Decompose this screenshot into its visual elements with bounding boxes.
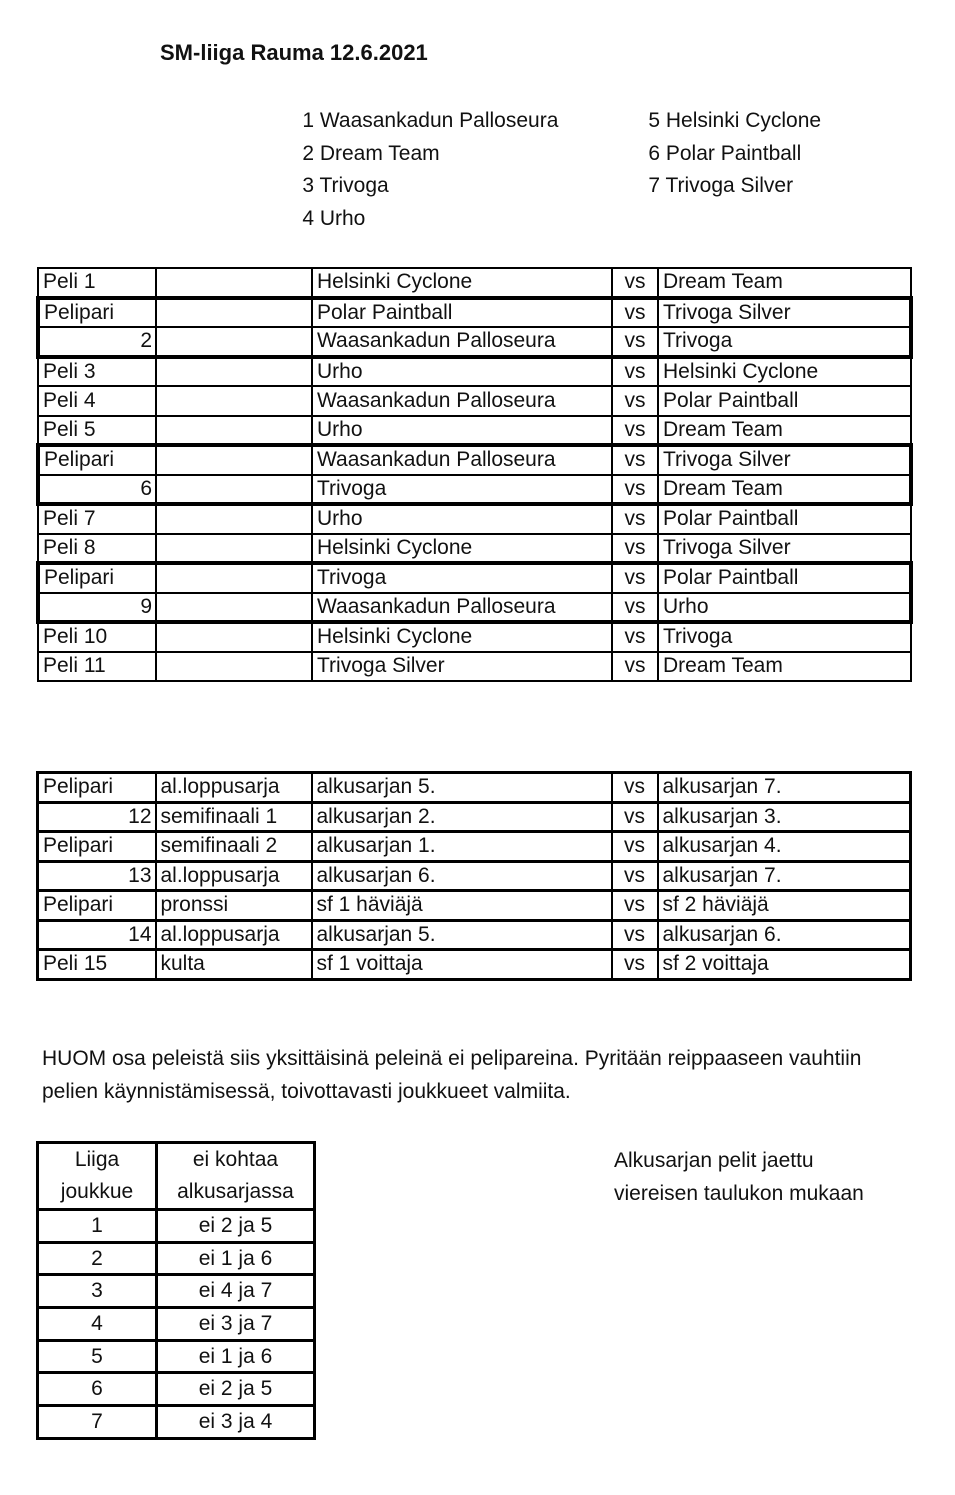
league-team-cell: 4 <box>38 1308 157 1341</box>
stage-cell <box>156 622 312 652</box>
game-cell: Pelipari <box>38 445 156 475</box>
stage-cell: kulta <box>156 950 312 980</box>
not-against-cell: ei 3 ja 7 <box>157 1308 315 1341</box>
vs-cell: vs <box>612 950 658 980</box>
stage-cell: al.loppusarja <box>156 920 312 950</box>
schedule-row <box>38 534 911 564</box>
game-cell: 12 <box>38 802 156 832</box>
vs-cell: vs <box>612 832 658 862</box>
stage-cell <box>156 298 312 328</box>
team-number: 3 <box>302 174 314 198</box>
vs-cell: vs <box>612 891 658 921</box>
stage-cell: al.loppusarja <box>156 773 312 803</box>
schedule-row <box>38 445 911 475</box>
home-team-cell: Trivoga <box>312 475 612 505</box>
stage-cell <box>156 445 312 475</box>
team-list-right <box>638 105 821 203</box>
team-list-item <box>292 170 558 203</box>
vs-cell: vs <box>612 416 658 446</box>
team-list-left <box>292 105 558 236</box>
away-team-cell: alkusarjan 6. <box>658 920 911 950</box>
home-team-cell: Helsinki Cyclone <box>312 268 612 298</box>
schedule-row <box>38 475 911 505</box>
stage-cell <box>156 563 312 593</box>
vs-cell: vs <box>612 386 658 416</box>
game-cell: 9 <box>38 593 156 623</box>
away-team-cell: alkusarjan 7. <box>658 861 911 891</box>
team-name: Trivoga Silver <box>665 174 794 198</box>
schedule-row <box>38 504 911 534</box>
team-number: 4 <box>302 207 314 231</box>
schedule-row <box>38 416 911 446</box>
league-row <box>38 1242 315 1275</box>
home-team-cell: Waasankadun Palloseura <box>312 445 612 475</box>
team-number: 1 <box>302 109 314 132</box>
schedule-row <box>38 773 911 803</box>
team-list-item <box>292 138 558 171</box>
game-cell: Pelipari <box>38 773 156 803</box>
schedule-row <box>38 802 911 832</box>
away-team-cell: Trivoga Silver <box>658 534 911 564</box>
league-team-cell: 1 <box>38 1210 157 1243</box>
team-name: Trivoga <box>319 174 389 198</box>
vs-cell: vs <box>612 622 658 652</box>
preliminary-schedule-table <box>36 267 913 682</box>
team-list-item <box>638 105 821 138</box>
league-row <box>38 1373 315 1406</box>
schedule-row <box>38 386 911 416</box>
game-cell: Peli 5 <box>38 416 156 446</box>
schedule-row <box>38 861 911 891</box>
game-cell: 2 <box>38 327 156 357</box>
away-team-cell: sf 2 häviäjä <box>658 891 911 921</box>
game-cell: Pelipari <box>38 832 156 862</box>
league-team-table <box>36 1141 316 1440</box>
home-team-cell: Waasankadun Palloseura <box>312 386 612 416</box>
league-team-cell: 6 <box>38 1373 157 1406</box>
home-team-cell: Trivoga <box>312 563 612 593</box>
schedule-row <box>38 357 911 387</box>
note-text: HUOM osa peleistä siis yksittäisinä peleinä ei pelipareina. Pyritään reippaaseen vauhtiin pelien käynnistämisessä, toivottavasti joukkueet valmiita. <box>42 1047 862 1103</box>
league-row <box>38 1308 315 1341</box>
team-list-item <box>292 203 558 236</box>
home-team-cell: sf 1 voittaja <box>312 950 612 980</box>
vs-cell: vs <box>612 563 658 593</box>
schedule-row <box>38 563 911 593</box>
game-cell: Peli 3 <box>38 357 156 387</box>
home-team-cell: Waasankadun Palloseura <box>312 327 612 357</box>
team-list-item <box>292 105 558 138</box>
vs-cell: vs <box>612 861 658 891</box>
header-league-team: Liiga joukkue <box>38 1143 157 1210</box>
home-team-cell: Helsinki Cyclone <box>312 534 612 564</box>
home-team-cell: alkusarjan 5. <box>312 773 612 803</box>
away-team-cell: Polar Paintball <box>658 504 911 534</box>
stage-cell: al.loppusarja <box>156 861 312 891</box>
team-name: Urho <box>319 207 366 231</box>
schedule-row <box>38 298 911 328</box>
league-team-cell: 7 <box>38 1406 157 1439</box>
not-against-cell: ei 2 ja 5 <box>157 1210 315 1243</box>
side-note: Alkusarjan pelit jaettu viereisen taulukon mukaan <box>614 1149 864 1205</box>
vs-cell: vs <box>612 802 658 832</box>
not-against-cell: ei 4 ja 7 <box>157 1275 315 1308</box>
vs-cell: vs <box>612 357 658 387</box>
team-list-item <box>638 138 821 171</box>
away-team-cell: Dream Team <box>658 268 911 298</box>
stage-cell: semifinaali 1 <box>156 802 312 832</box>
game-cell: Peli 8 <box>38 534 156 564</box>
game-cell: Peli 15 <box>38 950 156 980</box>
vs-cell: vs <box>612 534 658 564</box>
away-team-cell: Trivoga <box>658 622 911 652</box>
vs-cell: vs <box>612 652 658 682</box>
team-name: Polar Paintball <box>665 141 802 165</box>
home-team-cell: alkusarjan 1. <box>312 832 612 862</box>
schedule-row <box>38 268 911 298</box>
stage-cell: semifinaali 2 <box>156 832 312 862</box>
away-team-cell: Dream Team <box>658 475 911 505</box>
schedule-row <box>38 950 911 980</box>
page-title: SM-liiga Rauma 12.6.2021 <box>160 40 428 65</box>
away-team-cell: Dream Team <box>658 416 911 446</box>
stage-cell <box>156 475 312 505</box>
home-team-cell: sf 1 häviäjä <box>312 891 612 921</box>
league-row <box>38 1406 315 1439</box>
game-cell: Pelipari <box>38 298 156 328</box>
away-team-cell: sf 2 voittaja <box>658 950 911 980</box>
league-team-cell: 5 <box>38 1340 157 1373</box>
team-number: 2 <box>302 141 314 165</box>
vs-cell: vs <box>612 445 658 475</box>
game-cell: Peli 1 <box>38 268 156 298</box>
home-team-cell: Waasankadun Palloseura <box>312 593 612 623</box>
vs-cell: vs <box>612 593 658 623</box>
vs-cell: vs <box>612 773 658 803</box>
game-cell: Pelipari <box>38 563 156 593</box>
stage-cell <box>156 504 312 534</box>
league-team-cell: 2 <box>38 1242 157 1275</box>
home-team-cell: Urho <box>312 504 612 534</box>
stage-cell <box>156 327 312 357</box>
vs-cell: vs <box>612 920 658 950</box>
schedule-row <box>38 891 911 921</box>
game-cell: 13 <box>38 861 156 891</box>
schedule-row <box>38 920 911 950</box>
not-against-cell: ei 1 ja 6 <box>157 1242 315 1275</box>
home-team-cell: alkusarjan 5. <box>312 920 612 950</box>
game-cell: Peli 11 <box>38 652 156 682</box>
league-row <box>38 1275 315 1308</box>
vs-cell: vs <box>612 475 658 505</box>
team-name: Waasankadun Palloseura <box>319 109 559 132</box>
away-team-cell: Dream Team <box>658 652 911 682</box>
stage-cell <box>156 416 312 446</box>
stage-cell <box>156 357 312 387</box>
schedule-row <box>38 622 911 652</box>
not-against-cell: ei 1 ja 6 <box>157 1340 315 1373</box>
league-team-cell: 3 <box>38 1275 157 1308</box>
not-against-cell: ei 2 ja 5 <box>157 1373 315 1406</box>
away-team-cell: alkusarjan 4. <box>658 832 911 862</box>
team-name: Helsinki Cyclone <box>665 109 822 132</box>
home-team-cell: alkusarjan 2. <box>312 802 612 832</box>
schedule-row <box>38 652 911 682</box>
stage-cell <box>156 652 312 682</box>
away-team-cell: alkusarjan 7. <box>658 773 911 803</box>
league-row <box>38 1340 315 1373</box>
stage-cell <box>156 534 312 564</box>
game-cell: Peli 10 <box>38 622 156 652</box>
vs-cell: vs <box>612 504 658 534</box>
away-team-cell: Urho <box>658 593 911 623</box>
schedule-row <box>38 593 911 623</box>
home-team-cell: Urho <box>312 416 612 446</box>
stage-cell: pronssi <box>156 891 312 921</box>
team-number: 5 <box>648 109 660 132</box>
schedule-row <box>38 327 911 357</box>
home-team-cell: Helsinki Cyclone <box>312 622 612 652</box>
home-team-cell: Polar Paintball <box>312 298 612 328</box>
away-team-cell: alkusarjan 3. <box>658 802 911 832</box>
home-team-cell: Trivoga Silver <box>312 652 612 682</box>
away-team-cell: Helsinki Cyclone <box>658 357 911 387</box>
away-team-cell: Trivoga Silver <box>658 445 911 475</box>
home-team-cell: alkusarjan 6. <box>312 861 612 891</box>
game-cell: 14 <box>38 920 156 950</box>
away-team-cell: Trivoga Silver <box>658 298 911 328</box>
stage-cell <box>156 268 312 298</box>
vs-cell: vs <box>612 327 658 357</box>
playoff-schedule-table <box>36 771 912 981</box>
schedule-row <box>38 832 911 862</box>
league-row <box>38 1210 315 1243</box>
team-list-item <box>638 170 821 203</box>
stage-cell <box>156 593 312 623</box>
game-cell: Peli 7 <box>38 504 156 534</box>
home-team-cell: Urho <box>312 357 612 387</box>
game-cell: 6 <box>38 475 156 505</box>
team-number: 7 <box>648 174 660 198</box>
away-team-cell: Trivoga <box>658 327 911 357</box>
away-team-cell: Polar Paintball <box>658 563 911 593</box>
vs-cell: vs <box>612 268 658 298</box>
away-team-cell: Polar Paintball <box>658 386 911 416</box>
not-against-cell: ei 3 ja 4 <box>157 1406 315 1439</box>
game-cell: Pelipari <box>38 891 156 921</box>
header-not-against: ei kohtaa alkusarjassa <box>157 1143 315 1210</box>
team-name: Dream Team <box>319 141 440 165</box>
stage-cell <box>156 386 312 416</box>
team-number: 6 <box>648 141 660 165</box>
vs-cell: vs <box>612 298 658 328</box>
game-cell: Peli 4 <box>38 386 156 416</box>
